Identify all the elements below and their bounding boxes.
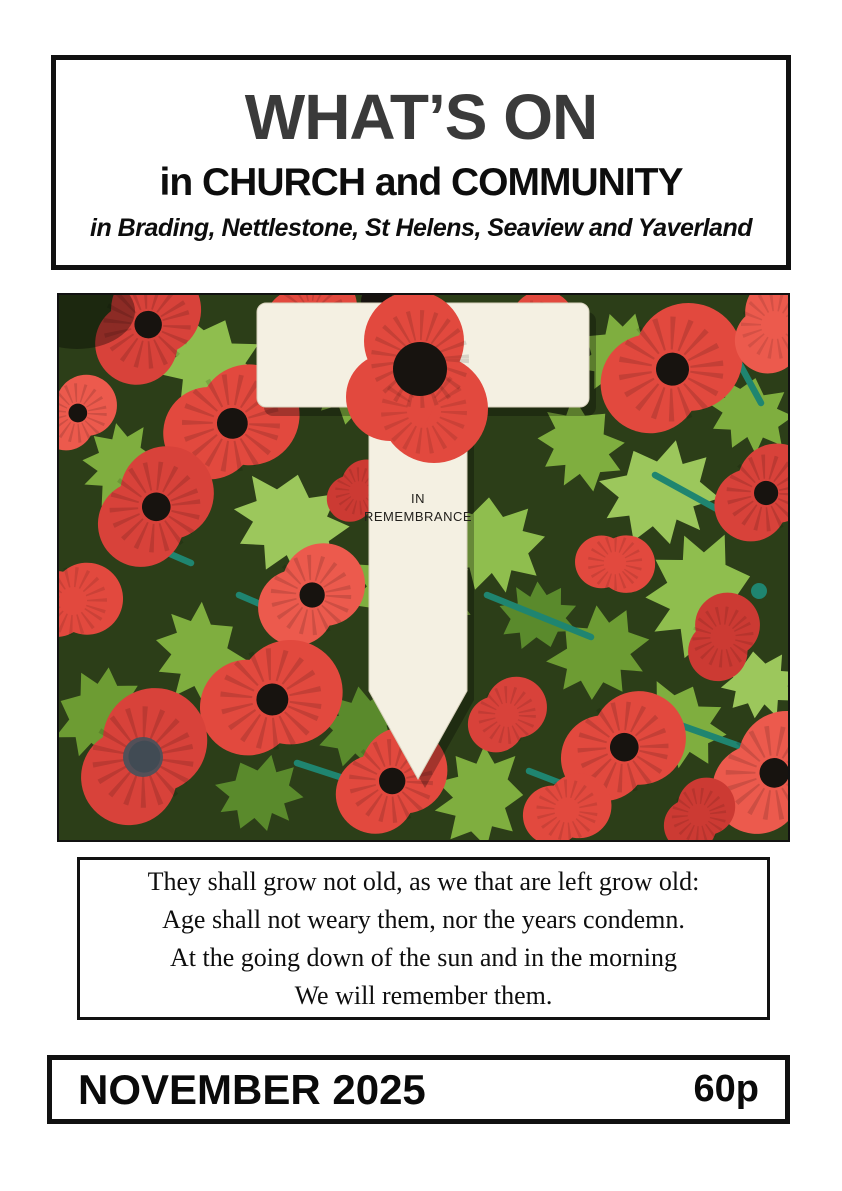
- poem-line: Age shall not weary them, nor the years condemn.: [162, 904, 685, 934]
- poem-line: At the going down of the sun and in the morning: [170, 942, 677, 972]
- issue-date: NOVEMBER 2025: [78, 1065, 426, 1113]
- cross-label-line2: REMEMBRANCE: [363, 509, 473, 524]
- issue-bar: [47, 1055, 790, 1124]
- cover-photo: [57, 293, 790, 842]
- ode-of-remembrance-box: [77, 857, 770, 1020]
- poem-line: They shall grow not old, as we that are left grow old:: [147, 866, 700, 896]
- regions-line: in Brading, Nettlestone, St Helens, Seaview and Yaverland: [90, 213, 752, 242]
- page-title: WHAT’S ON: [244, 80, 598, 153]
- remembrance-poppies-illustration: [59, 295, 788, 840]
- issue-price: 60p: [693, 1068, 759, 1110]
- poem-line: We will remember them.: [294, 980, 553, 1010]
- masthead-box: [51, 55, 791, 270]
- page-subtitle: in CHURCH and COMMUNITY: [159, 160, 683, 204]
- cross-label-line1: IN: [411, 491, 425, 506]
